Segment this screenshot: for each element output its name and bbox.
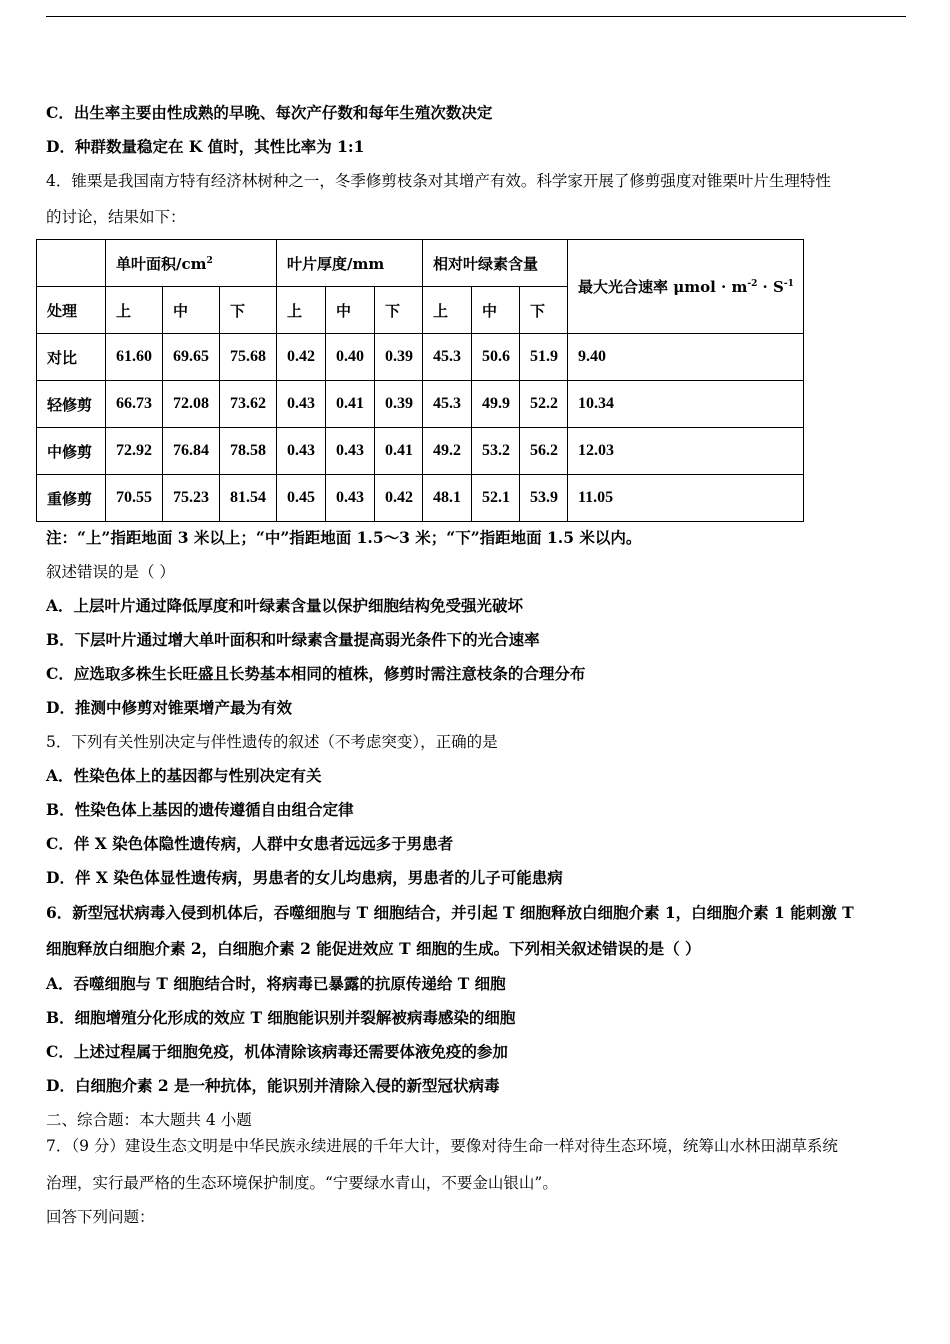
- table-row: [37, 334, 804, 381]
- table-cell: 69.65: [163, 334, 220, 381]
- table-cell: 45.3: [423, 381, 472, 428]
- table-cell: 0.41: [375, 428, 423, 475]
- section-heading: 二、综合题：本大题共 4 小题: [46, 1111, 252, 1129]
- q6-stem-line2: 细胞释放白细胞介素 2，白细胞介素 2 能促进效应 T 细胞的生成。下列相关叙述错误的是（ ）: [46, 939, 701, 958]
- table-row: [37, 381, 804, 428]
- table-cell: 48.1: [423, 475, 472, 522]
- q4-option-c: C．应选取多株生长旺盛且长势基本相同的植株，修剪时需注意枝条的合理分布: [46, 664, 586, 683]
- sub-upper: 上: [106, 287, 163, 334]
- sub-middle: 中: [326, 287, 375, 334]
- table-cell: 53.2: [472, 428, 520, 475]
- q5-stem: 5．下列有关性别决定与伴性遗传的叙述（不考虑突变），正确的是: [46, 733, 498, 751]
- table-cell: 0.39: [375, 381, 423, 428]
- header-rule: [46, 16, 906, 17]
- table-cell: 45.3: [423, 334, 472, 381]
- row-label: 重修剪: [37, 475, 106, 522]
- table-cell: 75.68: [220, 334, 277, 381]
- table-cell: 81.54: [220, 475, 277, 522]
- header-leaf-area: 单叶面积$/cm^2$: [106, 240, 277, 287]
- table-cell: 9.40: [568, 334, 804, 381]
- table-cell: 0.43: [277, 428, 326, 475]
- table-cell: 66.73: [106, 381, 163, 428]
- table-cell: 10.34: [568, 381, 804, 428]
- table-cell: 0.41: [326, 381, 375, 428]
- row-label: 对比: [37, 334, 106, 381]
- sub-upper: 上: [277, 287, 326, 334]
- q5-option-b: B．性染色体上基因的遗传遵循自由组合定律: [46, 800, 354, 819]
- header-leaf-thickness: 叶片厚度/mm: [277, 240, 423, 287]
- table-row: [37, 475, 804, 522]
- header-chlorophyll: 相对叶绿素含量: [423, 240, 568, 287]
- table-cell: 12.03: [568, 428, 804, 475]
- table-row: [37, 428, 804, 475]
- table-cell: 11.05: [568, 475, 804, 522]
- table-cell: 78.58: [220, 428, 277, 475]
- table-note: 注：“上”指距地面 3 米以上；“中”指距地面 1.5～3 米；“下”指距地面 1.5 米以内。: [46, 528, 642, 547]
- q6-option-a: A．吞噬细胞与 T 细胞结合时，将病毒已暴露的抗原传递给 T 细胞: [46, 974, 506, 993]
- q4-option-a: A．上层叶片通过降低厚度和叶绿素含量以保护细胞结构免受强光破坏: [46, 596, 524, 615]
- row-label: 轻修剪: [37, 381, 106, 428]
- q3-option-d: D．种群数量稳定在 K 值时，其性比率为 1:1: [46, 137, 365, 156]
- table-cell: 70.55: [106, 475, 163, 522]
- q4-stem-line2: 的讨论，结果如下：: [46, 208, 186, 226]
- sub-lower: 下: [520, 287, 568, 334]
- sub-upper: 上: [423, 287, 472, 334]
- q6-stem-line1: 6．新型冠状病毒入侵到机体后，吞噬细胞与 T 细胞结合，并引起 T 细胞释放白细胞介素 1，白细胞介素 1 能刺激 T: [46, 903, 854, 922]
- table-cell: 72.08: [163, 381, 220, 428]
- table-cell: 0.43: [277, 381, 326, 428]
- sub-middle: 中: [163, 287, 220, 334]
- q7-prompt: 回答下列问题：: [46, 1208, 155, 1226]
- q4-option-b: B．下层叶片通过增大单叶面积和叶绿素含量提高弱光条件下的光合速率: [46, 630, 540, 649]
- q7-stem-line1: 7．（9 分）建设生态文明是中华民族永续进展的千年大计，要像对待生命一样对待生态环境，统筹山水林田湖草系统: [46, 1137, 838, 1155]
- table-cell: 0.42: [277, 334, 326, 381]
- q6-option-b: B．细胞增殖分化形成的效应 T 细胞能识别并裂解被病毒感染的细胞: [46, 1008, 516, 1027]
- table-cell: 53.9: [520, 475, 568, 522]
- table-cell: 0.45: [277, 475, 326, 522]
- header-treatment: 处理: [37, 287, 106, 334]
- header-max-photosynthesis-rate: 最大光合速率 $\mu mol \cdot m^{-2} \cdot S^{-1}$: [568, 240, 804, 334]
- table-cell: 72.92: [106, 428, 163, 475]
- q4-question: 叙述错误的是（ ）: [46, 563, 175, 581]
- q5-option-a: A．性染色体上的基因都与性别决定有关: [46, 766, 322, 785]
- table-cell: 0.39: [375, 334, 423, 381]
- q4-option-d: D．推测中修剪对锥栗增产最为有效: [46, 698, 292, 717]
- table-cell: 0.43: [326, 428, 375, 475]
- row-label: 中修剪: [37, 428, 106, 475]
- table-cell: 49.9: [472, 381, 520, 428]
- q7-stem-line2: 治理，实行最严格的生态环境保护制度。“宁要绿水青山，不要金山银山”。: [46, 1174, 558, 1192]
- table-cell: 0.42: [375, 475, 423, 522]
- table-cell: 0.40: [326, 334, 375, 381]
- sub-lower: 下: [220, 287, 277, 334]
- q5-option-c: C．伴 X 染色体隐性遗传病，人群中女患者远远多于男患者: [46, 834, 454, 853]
- pruning-data-table: [36, 239, 804, 522]
- table-cell: 52.1: [472, 475, 520, 522]
- q4-stem-line1: 4．锥栗是我国南方特有经济林树种之一，冬季修剪枝条对其增产有效。科学家开展了修剪强度对锥栗叶片生理特性: [46, 172, 831, 190]
- table-cell: 52.2: [520, 381, 568, 428]
- table-cell: 51.9: [520, 334, 568, 381]
- header-empty-cell: [37, 240, 106, 287]
- q6-option-c: C．上述过程属于细胞免疫，机体清除该病毒还需要体液免疫的参加: [46, 1042, 508, 1061]
- q3-option-c: C．出生率主要由性成熟的早晚、每次产仔数和每年生殖次数决定: [46, 103, 493, 122]
- q6-option-d: D．白细胞介素 2 是一种抗体，能识别并清除入侵的新型冠状病毒: [46, 1076, 500, 1095]
- table-header-row: [37, 240, 804, 287]
- table-cell: 49.2: [423, 428, 472, 475]
- q5-option-d: D．伴 X 染色体显性遗传病，男患者的女儿均患病，男患者的儿子可能患病: [46, 868, 563, 887]
- table-cell: 50.6: [472, 334, 520, 381]
- table-cell: 73.62: [220, 381, 277, 428]
- table-cell: 75.23: [163, 475, 220, 522]
- sub-middle: 中: [472, 287, 520, 334]
- table-cell: 56.2: [520, 428, 568, 475]
- table-cell: 0.43: [326, 475, 375, 522]
- table-cell: 76.84: [163, 428, 220, 475]
- sub-lower: 下: [375, 287, 423, 334]
- table-cell: 61.60: [106, 334, 163, 381]
